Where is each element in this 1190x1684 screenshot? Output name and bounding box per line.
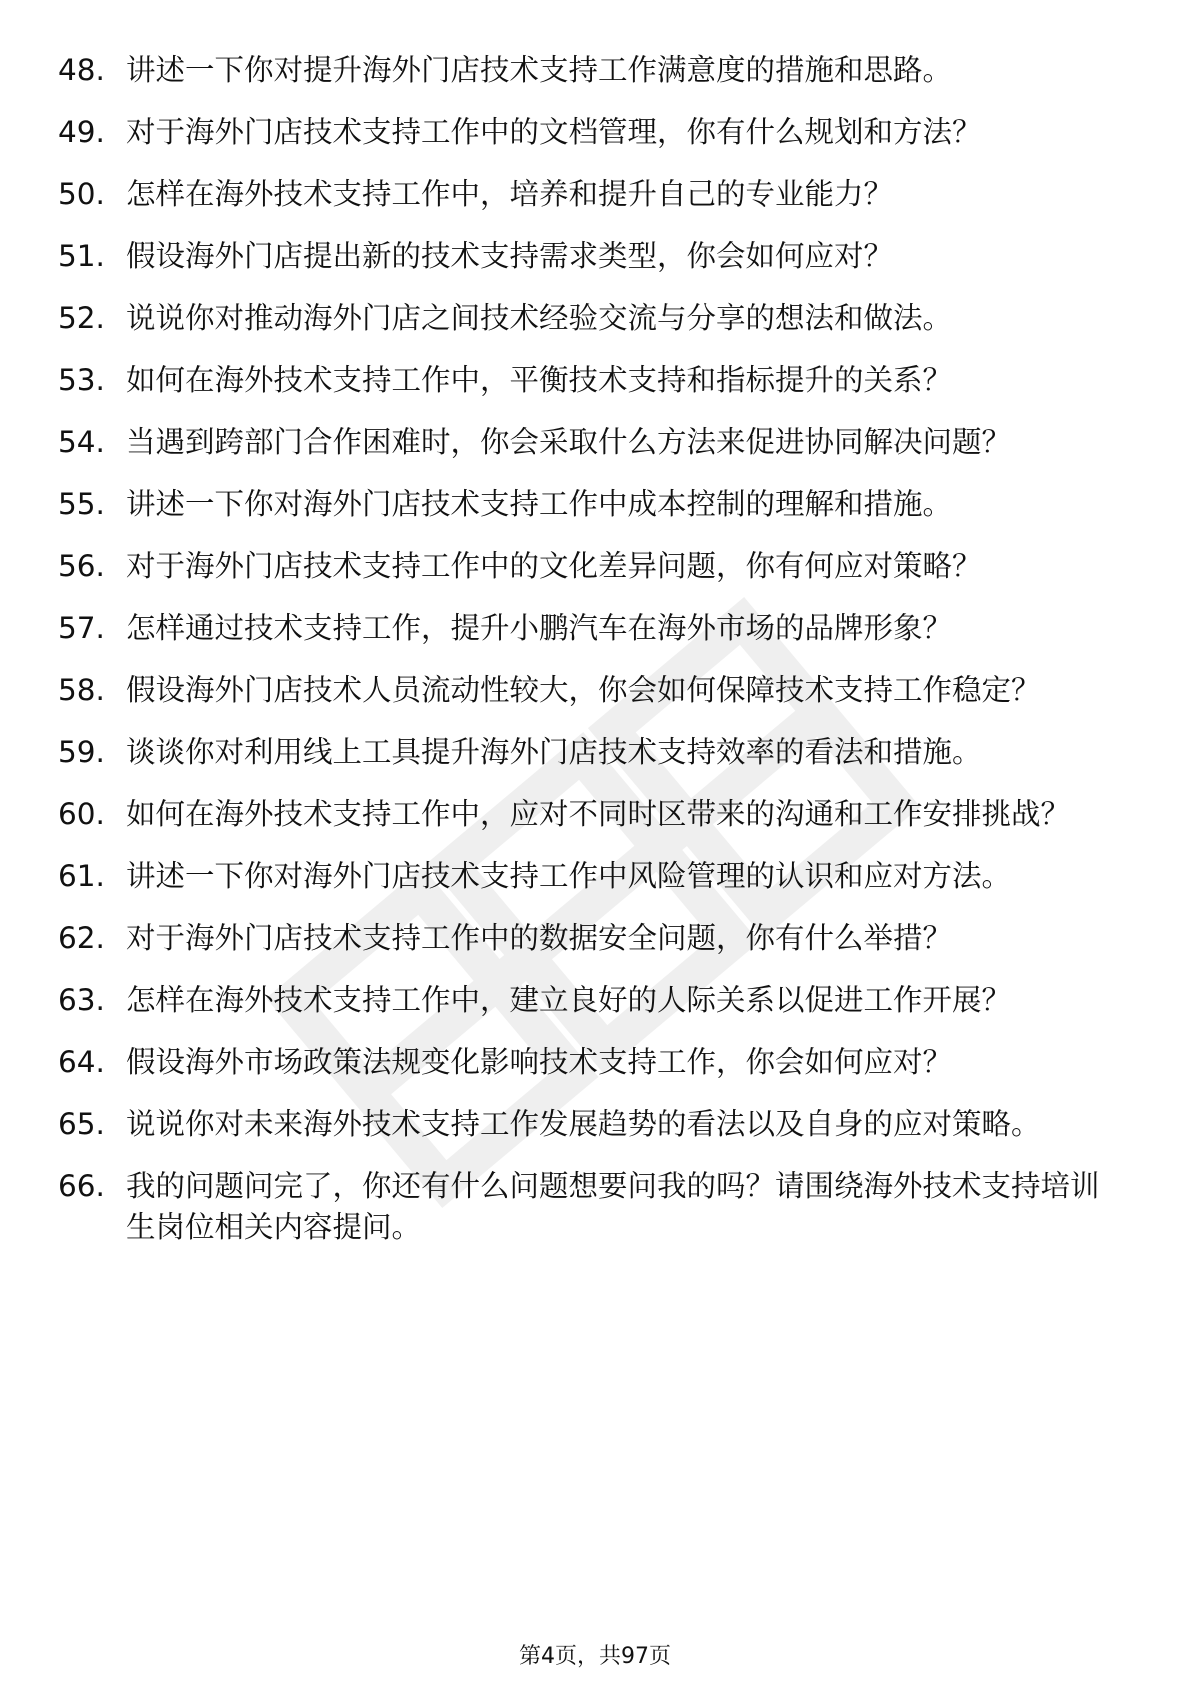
question-number: 54. (58, 425, 105, 459)
question-text: 当遇到跨部门合作困难时，你会采取什么方法来促进协同解决问题？ (126, 425, 1012, 459)
question-number: 61. (58, 859, 105, 893)
question-list (58, 50, 1118, 1269)
question-text: 假设海外门店提出新的技术支持需求类型，你会如何应对？ (126, 239, 894, 273)
question-number: 63. (58, 983, 105, 1017)
question-item (58, 236, 1118, 277)
question-text: 怎样在海外技术支持工作中，培养和提升自己的专业能力？ (126, 177, 894, 211)
question-text: 对于海外门店技术支持工作中的文档管理，你有什么规划和方法？ (126, 115, 982, 149)
question-item (58, 484, 1118, 525)
question-number: 49. (58, 115, 105, 149)
question-number: 52. (58, 301, 105, 335)
question-number: 64. (58, 1045, 105, 1079)
question-text: 讲述一下你对海外门店技术支持工作中风险管理的认识和应对方法。 (126, 859, 1012, 893)
question-number: 57. (58, 611, 105, 645)
question-text: 怎样在海外技术支持工作中，建立良好的人际关系以促进工作开展？ (126, 983, 1012, 1017)
question-text: 假设海外市场政策法规变化影响技术支持工作，你会如何应对？ (126, 1045, 953, 1079)
question-text: 对于海外门店技术支持工作中的数据安全问题，你有什么举措？ (126, 921, 953, 955)
question-item (58, 918, 1118, 959)
question-item (58, 856, 1118, 897)
question-item (58, 174, 1118, 215)
question-item (58, 546, 1118, 587)
question-number: 55. (58, 487, 105, 521)
question-number: 65. (58, 1107, 105, 1141)
question-item (58, 1042, 1118, 1083)
question-text: 假设海外门店技术人员流动性较大，你会如何保障技术支持工作稳定？ (126, 673, 1041, 707)
question-item (58, 980, 1118, 1021)
question-number: 66. (58, 1169, 105, 1203)
question-text: 说说你对推动海外门店之间技术经验交流与分享的想法和做法。 (126, 301, 953, 335)
question-number: 48. (58, 53, 105, 87)
page-footer: 第4页，共97页 (519, 1644, 671, 1669)
question-item (58, 670, 1118, 711)
question-item (58, 50, 1118, 91)
question-item (58, 112, 1118, 153)
question-text: 讲述一下你对海外门店技术支持工作中成本控制的理解和措施。 (126, 487, 953, 521)
question-text: 说说你对未来海外技术支持工作发展趋势的看法以及自身的应对策略。 (126, 1107, 1041, 1141)
question-item (58, 1166, 1118, 1248)
question-item (58, 608, 1118, 649)
question-item (58, 794, 1118, 835)
question-item (58, 732, 1118, 773)
question-text: 对于海外门店技术支持工作中的文化差异问题，你有何应对策略？ (126, 549, 982, 583)
question-text: 如何在海外技术支持工作中，平衡技术支持和指标提升的关系？ (126, 363, 953, 397)
question-item (58, 1104, 1118, 1145)
question-number: 60. (58, 797, 105, 831)
question-number: 51. (58, 239, 105, 273)
question-item (58, 298, 1118, 339)
question-number: 56. (58, 549, 105, 583)
question-number: 59. (58, 735, 105, 769)
question-number: 58. (58, 673, 105, 707)
question-text: 如何在海外技术支持工作中，应对不同时区带来的沟通和工作安排挑战？ (126, 797, 1071, 831)
question-text: 我的问题问完了，你还有什么问题想要问我的吗？请围绕海外技术支持培训生岗位相关内容提问。 (126, 1169, 1100, 1244)
question-text: 讲述一下你对提升海外门店技术支持工作满意度的措施和思路。 (126, 53, 953, 87)
question-text: 怎样通过技术支持工作，提升小鹏汽车在海外市场的品牌形象？ (126, 611, 953, 645)
question-number: 53. (58, 363, 105, 397)
question-text: 谈谈你对利用线上工具提升海外门店技术支持效率的看法和措施。 (126, 735, 982, 769)
question-item (58, 360, 1118, 401)
question-number: 62. (58, 921, 105, 955)
question-number: 50. (58, 177, 105, 211)
question-item (58, 422, 1118, 463)
